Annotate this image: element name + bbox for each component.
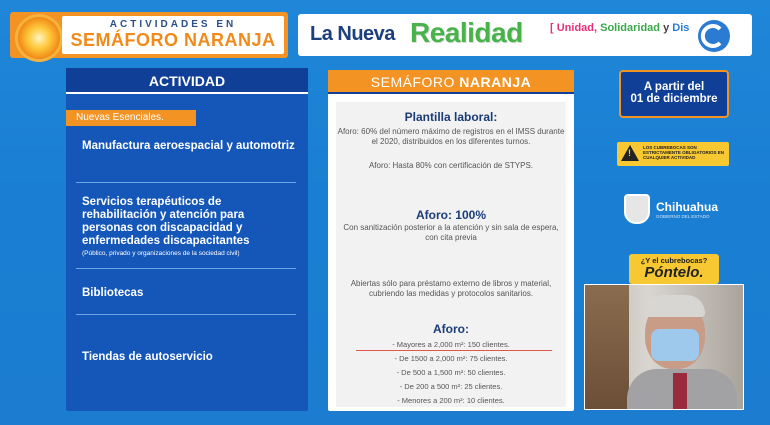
activities-header: ACTIVIDAD	[66, 68, 308, 94]
start-date-badge	[619, 70, 729, 118]
chihuahua-logo-text: Chihuahua	[656, 200, 718, 214]
divider	[76, 314, 296, 315]
plantilla-cert: Aforo: Hasta 80% con certificación de STYPS.	[368, 161, 534, 170]
activities-panel	[66, 68, 308, 411]
tagline-bracket-unidad: [ Unidad,	[550, 22, 598, 34]
bibliotecas-text: Abiertas sólo para préstamo externo de libros y material, cubriendo las medidas y protocolos sanitarios.	[350, 279, 552, 298]
semaforo-header-b: NARANJA	[459, 74, 532, 90]
campaign-tagline	[550, 22, 689, 34]
header-subtitle: ACTIVIDADES EN	[109, 19, 237, 30]
mask-mandatory-notice	[617, 142, 729, 166]
divider	[76, 182, 296, 183]
mask-notice-text: LOS CUBREBOCAS SON ESTRICTAMENTE OBLIGATORIOS EN CUALQUIER ACTIVIDAD	[643, 145, 725, 160]
speaker-video-feed	[584, 284, 744, 410]
new-essentials-tag: Nuevas Esenciales.	[66, 110, 196, 126]
start-date-line1: A partir del	[643, 81, 705, 93]
sun-icon	[18, 17, 60, 59]
pontelo-badge	[629, 254, 719, 284]
semaforo-panel	[328, 70, 574, 411]
aforo-list-item: - De 1500 a 2,000 m²: 75 clientes.	[394, 354, 508, 363]
activity-item-manufactura: Manufactura aeroespacial y automotriz	[82, 140, 295, 152]
pontelo-question: ¿Y el cubrebocas?	[640, 256, 708, 265]
bookshelf	[585, 285, 629, 410]
divider	[76, 268, 296, 269]
plantilla-text: Aforo: 60% del número máximo de registros en el IMSS durante el 2020, distribuidos en los diferentes turnos.	[337, 127, 565, 146]
header-banner-right	[298, 14, 752, 56]
activity-item-servicios: Servicios terapéuticos de rehabilitación y atención para personas con discapacidad y enfermedades discapacitantes	[82, 196, 250, 247]
aforo-list-item: - Menores a 200 m²: 10 clientes.	[397, 396, 505, 405]
campaign-title-main: Realidad	[410, 17, 523, 48]
semaforo-header-a: SEMÁFORO	[370, 74, 455, 90]
aforo-title: Aforo:	[433, 322, 469, 336]
activity-item-tiendas: Tiendas de autoservicio	[82, 351, 213, 363]
header-title-box	[62, 16, 284, 54]
aforo-100-text: Con sanitización posterior a la atención y sin sala de espera, con cita previa	[343, 223, 559, 242]
aforo-100-title: Aforo: 100%	[415, 208, 486, 222]
start-date-line2: 01 de diciembre	[630, 93, 718, 105]
channel-logo-icon	[698, 20, 730, 52]
semaforo-header	[328, 70, 574, 94]
activity-item-servicios-note: (Público, privado y organizaciones de la sociedad civil)	[82, 250, 240, 257]
header-banner-left	[10, 12, 288, 58]
plantilla-title: Plantilla laboral:	[404, 110, 498, 124]
tagline-y: y	[663, 22, 670, 34]
divider	[356, 350, 552, 351]
campaign-title-prefix: La Nueva	[310, 23, 395, 45]
aforo-list-item: - De 500 a 1,500 m²: 50 clientes.	[396, 368, 506, 377]
chihuahua-logo-subtext: GOBIERNO DEL ESTADO	[656, 214, 710, 219]
activity-item-bibliotecas: Bibliotecas	[82, 287, 144, 299]
warning-icon: !	[621, 145, 639, 161]
pontelo-title: Póntelo.	[644, 264, 704, 281]
header-title: SEMÁFORO NARANJA	[70, 30, 276, 50]
aforo-list-item: - De 200 a 500 m²: 25 clientes.	[399, 382, 503, 391]
tagline-dis: Dis	[672, 22, 690, 34]
tagline-solidaridad: Solidaridad	[600, 22, 661, 34]
aforo-list-item: - Mayores a 2,000 m²: 150 clientes.	[392, 340, 510, 349]
speaker-hair	[645, 295, 705, 317]
semaforo-content	[336, 102, 566, 407]
chihuahua-shield-icon	[624, 194, 650, 224]
speaker-face-mask	[651, 329, 699, 361]
speaker-tie	[673, 373, 687, 410]
